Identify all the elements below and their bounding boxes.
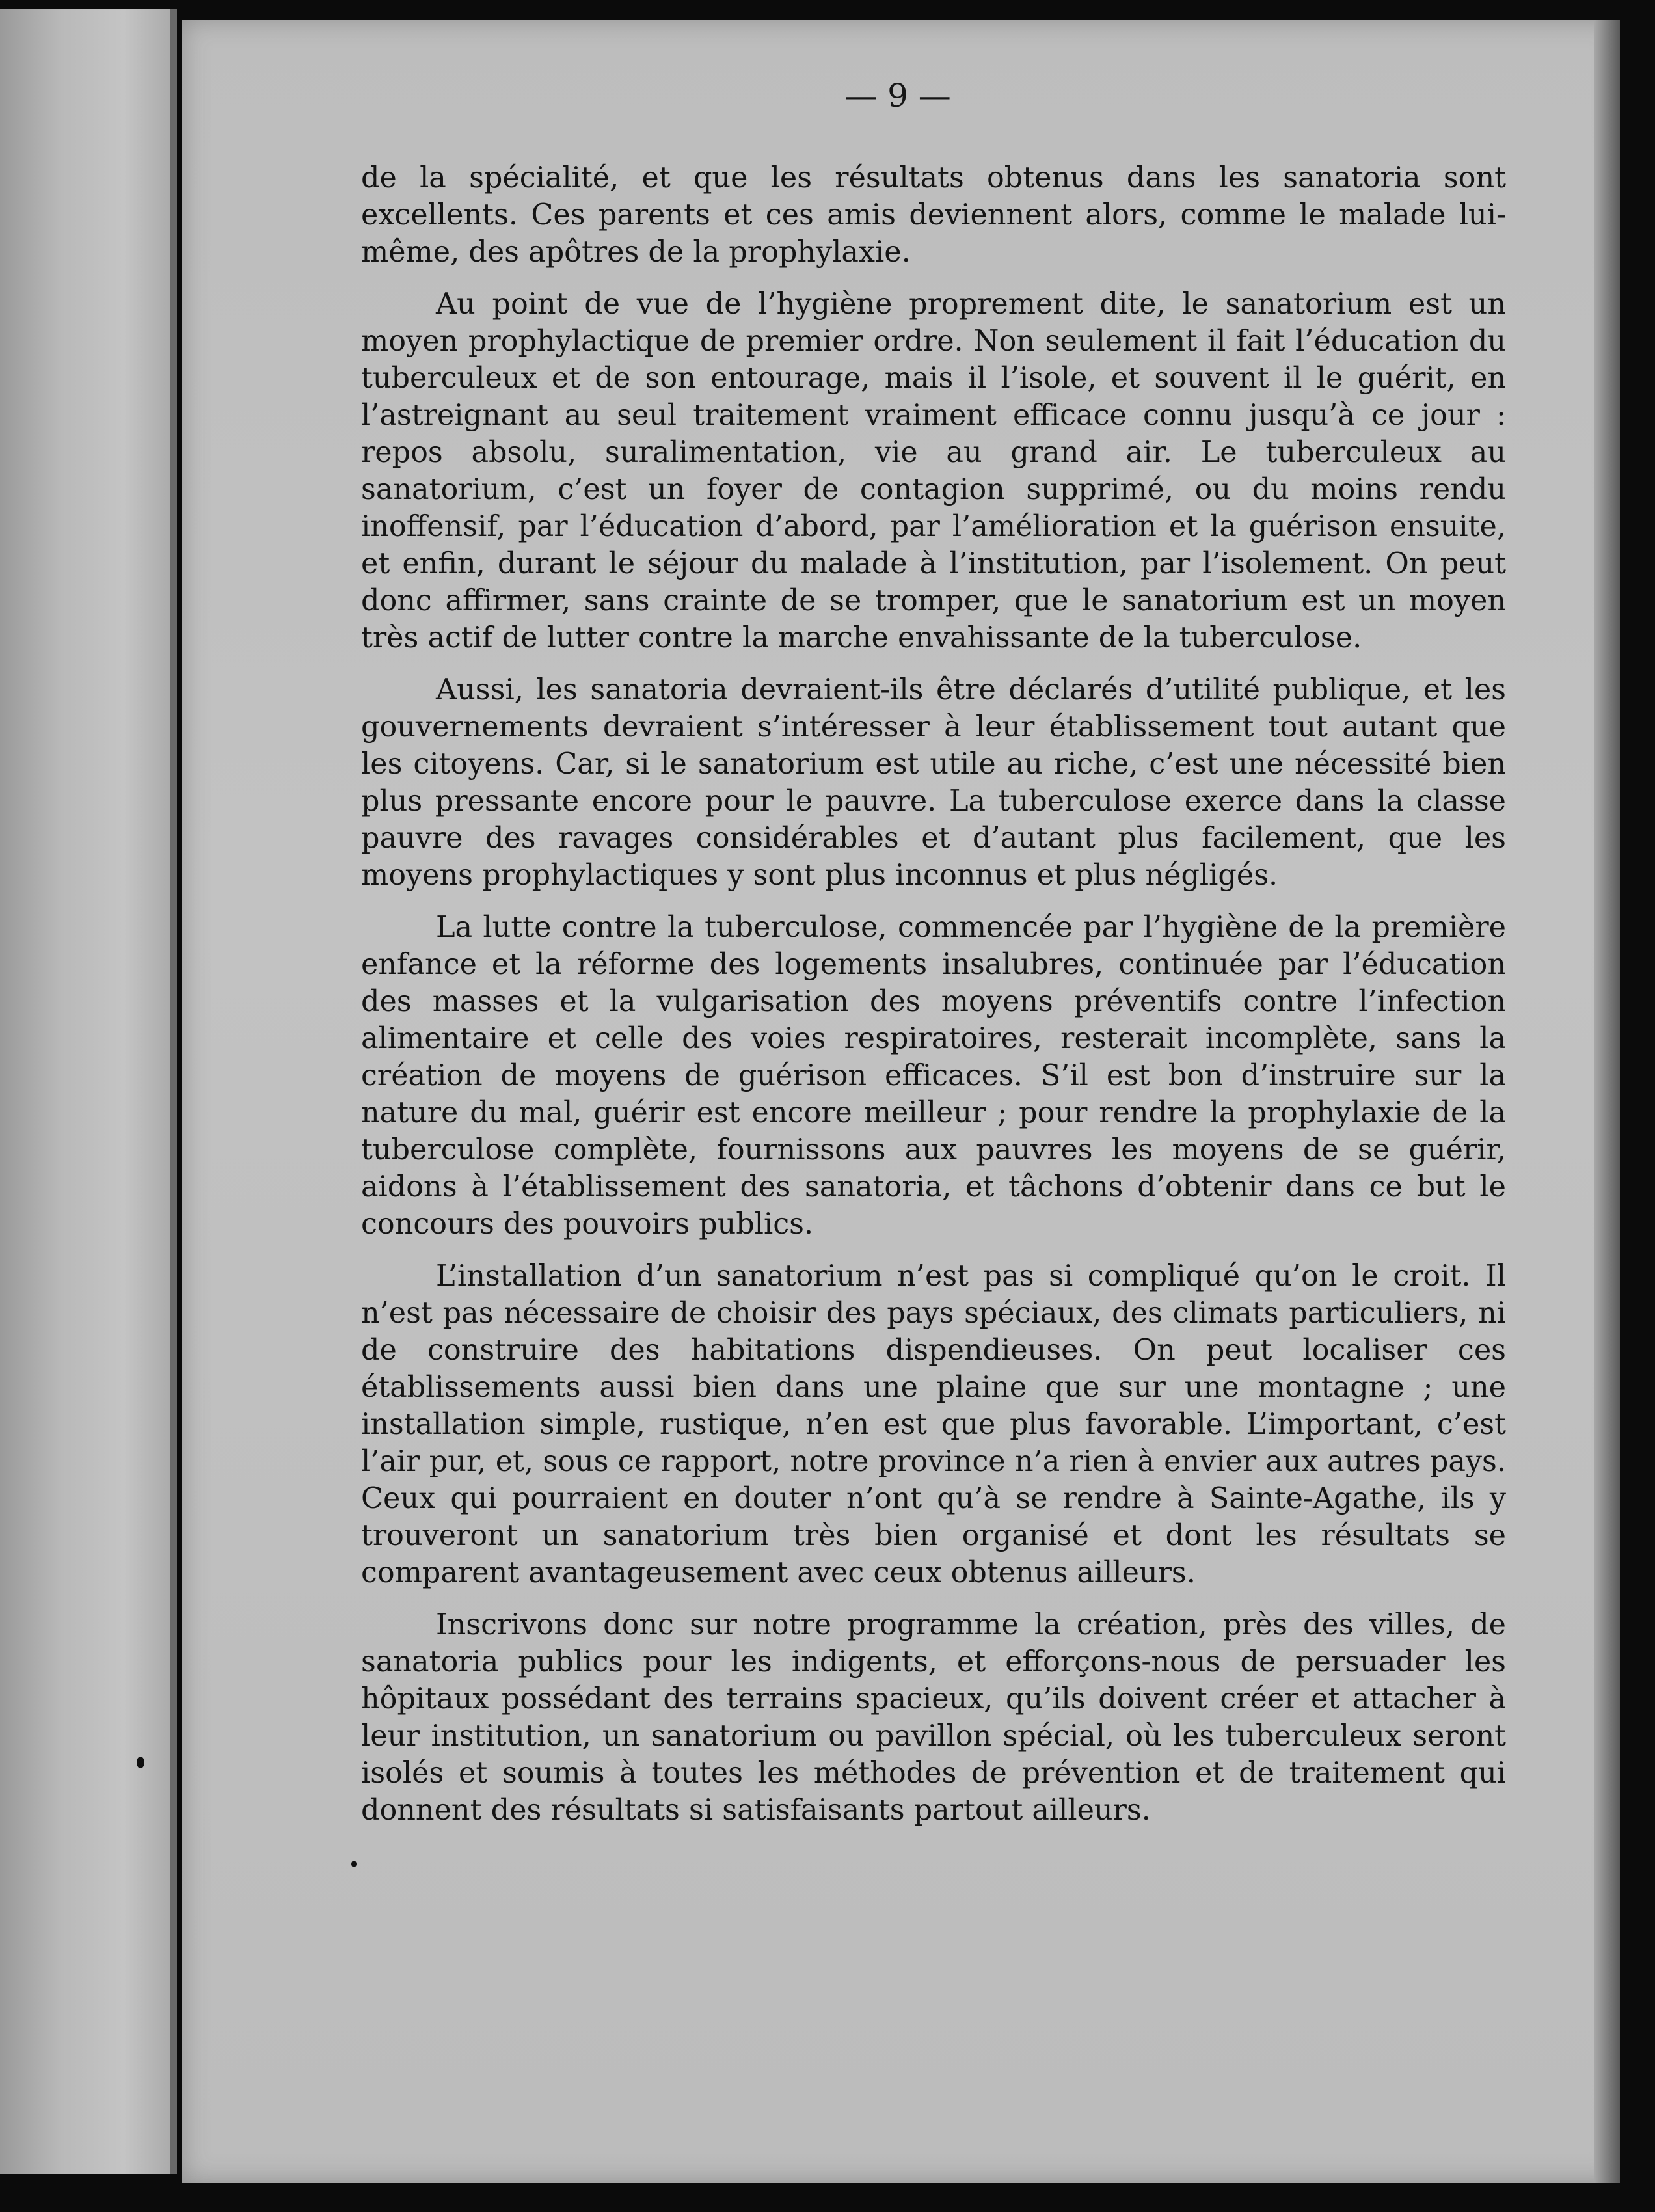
paragraph-fight-tuberculosis: La lutte contre la tuberculose, commencée par l’hygiène de la première enfance et la réforme des logements insalubres, continuée par l’éducation des masses et la vulgarisation des moyens préventifs contre l’infection alimentaire et celle des voies respiratoires, resterait incomplète, sans la création de moyens de guérison efficaces. S’il est bon d’instruire sur la nature du mal, guérir est encore meilleur ; pour rendre la prophylaxie de la tuberculose complète, fournissons aux pauvres les moyens de se guérir, aidons à l’établissement des sanatoria, et tâchons d’obtenir dans ce but le concours des pouvoirs publics. [361,911,1506,1241]
scan-speck [137,1757,144,1768]
paragraph-programme: Inscrivons donc sur notre programme la création, près des villes, de sanatoria publics pour les indigents, et efforçons-nous de persuader les hôpitaux possédant des terrains spacieux, qu’ils doivent créer et attacher à leur institution, un sanatorium ou pavillon spécial, où les tuberculeux seront isolés et soumis à toutes les méthodes de prévention et de traitement qui donnent des résultats si satisfaisants partout ailleurs. [361,1608,1506,1827]
paragraph-installation: L’installation d’un sanatorium n’est pas si compliqué qu’on le croit. Il n’est pas nécessaire de choisir des pays spéciaux, des climats particuliers, ni de construire des habitations dispendieuses. On peut localiser ces établissements aussi bien dans une plaine que sur une montagne ; une installation simple, rustique, n’en est que plus favorable. L’important, c’est l’air pur, et, sous ce rapport, notre province n’a rien à envier aux autres pays. Ceux qui pourraient en douter n’ont qu’à se rendre à Sainte-Agathe, ils y trouveront un sanatorium très bien organisé et dont les résultats se comparent avantageusement avec ceux obtenus ailleurs. [361,1260,1506,1589]
facing-page-edge [0,9,177,2174]
paragraph-continuation: de la spécialité, et que les résultats obtenus dans les sanatoria sont excellents. Ces parents et ces amis deviennent alors, comme le malade lui-même, des apôtres de la prophylaxie. [361,161,1506,269]
page-number: — 9 — [844,77,951,115]
paragraph-hygiene: Au point de vue de l’hygiène proprement dite, le sanatorium est un moyen prophylactique de premier ordre. Non seulement il fait l’éducation du tuberculeux et de son entourage, mais il l’isole, et souvent il le guérit, en l’astreignant au seul traitement vraiment efficace connu jusqu’à ce jour : repos absolu, suralimentation, vie au grand air. Le tuberculeux au sanatorium, c’est un foyer de contagion supprimé, ou du moins rendu inoffensif, par l’éducation d’abord, par l’amélioration et la guérison ensuite, et enfin, durant le séjour du malade à l’institution, par l’isolement. On peut donc affirmer, sans crainte de se tromper, que le sanatorium est un moyen très actif de lutter contre la marche envahissante de la tuberculose. [361,288,1506,654]
scan-speck [351,1861,357,1867]
page-right-edge [1594,20,1620,2183]
binding-shadow [170,9,177,2174]
page-body [361,159,1506,1844]
paragraph-public-utility: Aussi, les sanatoria devraient-ils être déclarés d’utilité publique, et les gouvernements devraient s’intéresser à leur établissement tout autant que les citoyens. Car, si le sanatorium est utile au riche, c’est une nécessité bien plus pressante encore pour le pauvre. La tuberculose exerce dans la classe pauvre des ravages considérables et d’autant plus facilement, que les moyens prophylactiques y sont plus inconnus et plus négligés. [361,673,1506,892]
